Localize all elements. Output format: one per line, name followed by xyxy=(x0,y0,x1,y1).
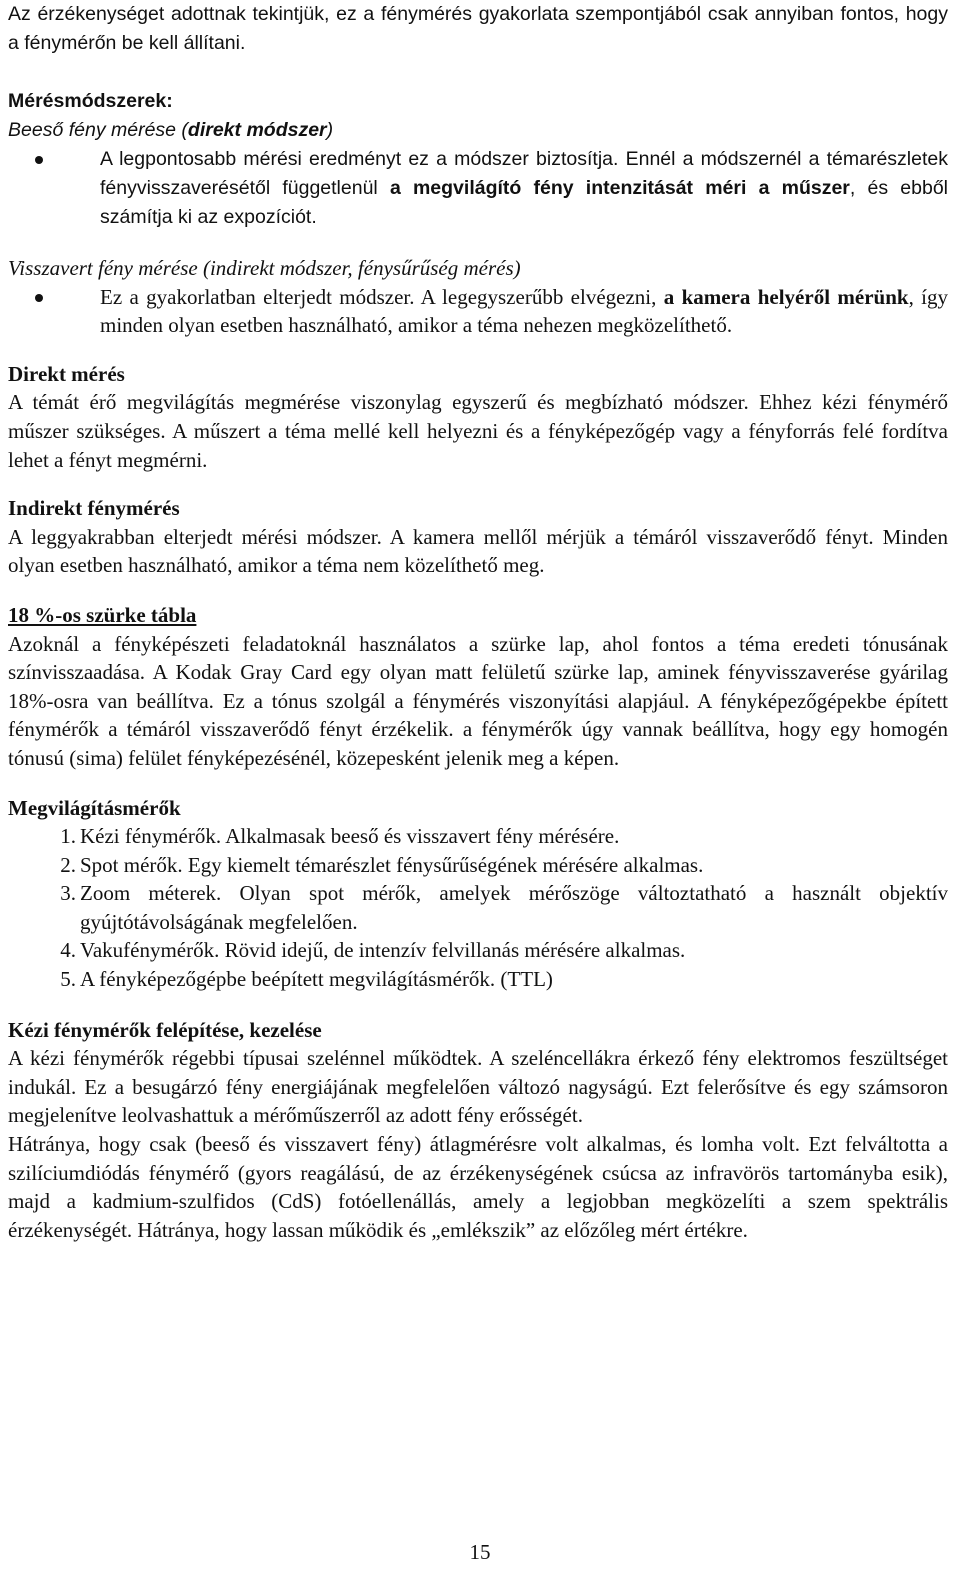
list-item-number: 2. xyxy=(60,852,76,877)
incident-heading-tail: ) xyxy=(326,119,334,141)
list-item xyxy=(8,851,948,880)
handheld-heading: Kézi fénymérők felépítése, kezelése xyxy=(8,1017,322,1042)
reflected-bullet xyxy=(8,283,948,340)
reflected-bullet-text-1: Ez a gyakorlatban elterjedt módszer. A legegyszerűbb elvégezni, xyxy=(100,284,664,309)
gray-card-heading: 18 %-os szürke tábla xyxy=(8,602,197,627)
incident-bullet xyxy=(8,145,948,232)
handheld-paragraph-1: A kézi fénymérők régebbi típusai szelénnel működtek. A szeléncellákra érkező fény elektromos feszültséget indukál. Ez a besugárzó fény energiájának megfelelően változó nagyságú. Ezt felerősítve és egy számsoron megjelenítve leolvashattuk a mérőműszerről az adott fény erősségét. xyxy=(8,1046,948,1128)
intro-paragraph: Az érzékenységet adottnak tekintjük, ez a fénymérés gyakorlata szempontjából csak annyiban fontos, hogy a fénymérőn be kell állítani. xyxy=(8,3,948,54)
list-item-text: Zoom méterek. Olyan spot mérők, amelyek mérőszöge változtatható a használt objektív gyújtótávolságának megfelelően. xyxy=(80,881,948,934)
list-item-text: A fényképezőgépbe beépített megvilágításmérők. (TTL) xyxy=(80,967,553,992)
reflected-heading: Visszavert fény mérése (indirekt módszer, fénysűrűség mérés) xyxy=(8,256,521,280)
methods-heading: Mérésmódszerek: xyxy=(8,90,173,112)
list-item-number: 5. xyxy=(60,967,76,992)
list-item-number: 4. xyxy=(60,938,76,963)
list-item-text: Kézi fénymérők. Alkalmasak beeső és visszavert fény mérésére. xyxy=(80,824,620,849)
indirekt-heading: Indirekt fénymérés xyxy=(8,496,180,521)
direkt-heading: Direkt mérés xyxy=(8,361,125,386)
handheld-paragraph-2: Hátránya, hogy csak (beeső és visszavert fény) átlagmérésre volt alkalmas, és lomha volt. Ezt felváltotta a szilíciumdiódás fénymérő (gyors reagálású, de az érzékenységének csúcsa az infravörös tartományba esik), majd a kadmium-szulfidos (CdS) fotóellenállás, amely a legjobban megközelíti a szem spektrális érzékenységét. Hátránya, hogy lassan működik és „emlékszik” az előzőleg mért értékre. xyxy=(8,1132,948,1242)
gray-card-paragraph: Azoknál a fényképészeti feladatoknál használatos a szürke lap, ahol fontos a téma eredeti tónusának színvisszaadása. A Kodak Gray Card egy olyan matt felületű szürke lap, aminek fényvisszaverése gyárilag 18%-osra van beállítva. Ez a tónus szolgál a fénymérés viszonyítási alapjául. A fényképezőgépekbe épített fénymérők a témáról visszaverődő fényt érzékelik. a fénymérők úgy vannak beállítva, hogy egy homogén tónusú (sima) felület fényképezésénél, közepesként jelenik meg a képen. xyxy=(8,631,948,770)
list-item-number: 1. xyxy=(60,824,76,849)
bullet-icon xyxy=(8,145,100,232)
indirekt-paragraph: A leggyakrabban elterjedt mérési módszer. A kamera mellől mérjük a témáról visszaverődő fényt. Minden olyan esetben használható, amikor a téma nem közelíthető meg. xyxy=(8,524,948,578)
reflected-bullet-text-2: , így minden olyan esetben használható, amikor a téma nehezen megközelíthető. xyxy=(100,284,948,338)
page-number: 15 xyxy=(469,1540,491,1564)
incident-bullet-bold: a megvilágító fény intenzitását méri a műszer xyxy=(389,177,850,199)
list-item-text: Spot mérők. Egy kiemelt témarészlet fénysűrűségének mérésére alkalmas. xyxy=(80,852,704,877)
list-item xyxy=(8,822,948,851)
meters-heading: Megvilágításmérők xyxy=(8,795,181,820)
bullet-icon xyxy=(8,283,100,340)
list-item-number: 3. xyxy=(60,881,76,906)
incident-heading xyxy=(8,116,948,145)
incident-heading-lead: Beeső fény mérése ( xyxy=(8,119,188,141)
reflected-bullet-bold: a kamera helyéről mérünk xyxy=(663,284,909,309)
incident-bullet-text-1: A legpontosabb mérési eredményt ez a módszer biztosítja. Ennél a módszernél a témarészletek fényvisszaverésétől függetlenül xyxy=(100,148,948,199)
list-item xyxy=(8,879,948,936)
direkt-paragraph: A témát érő megvilágítás megmérése viszonylag egyszerű és megbízható módszer. Ehhez kézi fénymérő műszer szükséges. A műszert a téma mellé kell helyezni és a fényképezőgép vagy a fényforrás felé fordítva lehet a fényt megmérni. xyxy=(8,390,948,472)
incident-heading-bold: direkt módszer xyxy=(187,119,327,141)
list-item xyxy=(8,965,948,994)
list-item-text: Vakufénymérők. Rövid idejű, de intenzív felvillanás mérésére alkalmas. xyxy=(80,938,686,963)
meters-list xyxy=(8,822,948,994)
list-item xyxy=(8,936,948,965)
incident-bullet-text-2: , és ebből számítja ki az expozíciót. xyxy=(100,177,948,228)
document-page xyxy=(8,0,948,1244)
